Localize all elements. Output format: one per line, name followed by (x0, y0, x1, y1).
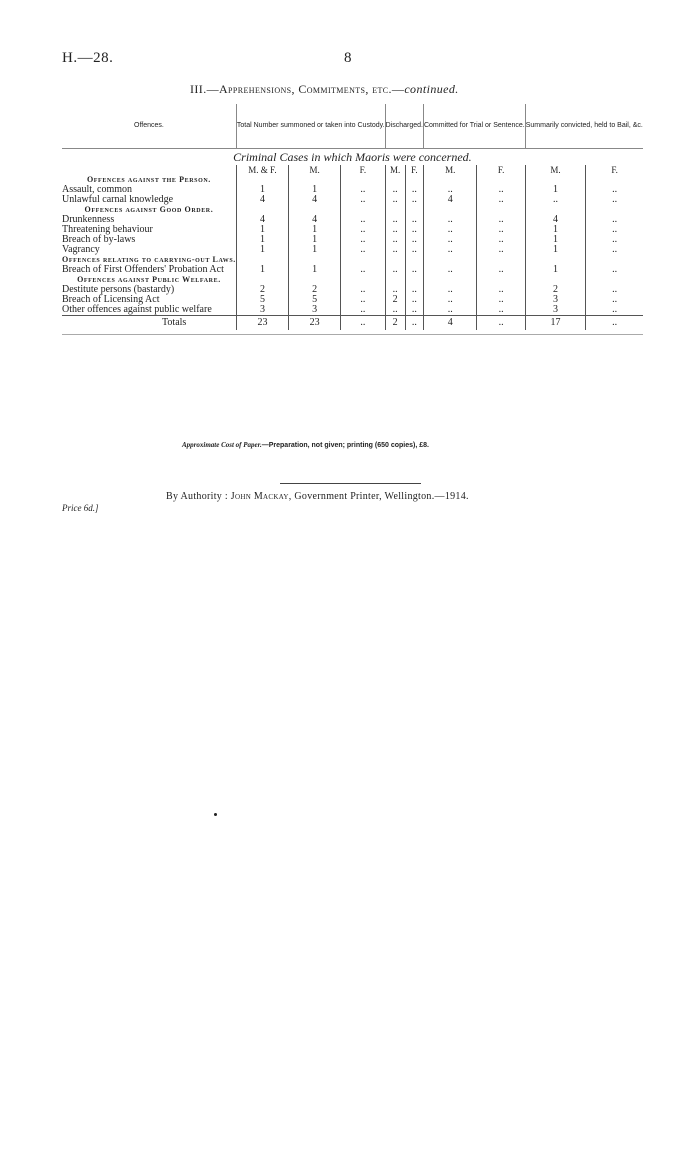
value-cell: .. (385, 225, 405, 235)
table-row (62, 245, 643, 255)
total-value-cell: 4 (423, 316, 476, 331)
value-cell: .. (405, 265, 423, 275)
value-cell: 1 (525, 265, 586, 275)
value-cell: .. (341, 265, 385, 275)
subcolumn-blank (62, 165, 236, 175)
subcolumn-label: M. (423, 165, 476, 175)
value-cell: 3 (525, 295, 586, 305)
value-cell: .. (477, 265, 525, 275)
value-cell: 3 (525, 305, 586, 316)
value-cell: .. (341, 185, 385, 195)
value-cell: 1 (236, 225, 288, 235)
footer-divider (280, 483, 421, 484)
value-cell: .. (405, 285, 423, 295)
subcolumn-label: F. (341, 165, 385, 175)
value-cell: .. (385, 305, 405, 316)
offence-name: Drunkenness (62, 214, 115, 225)
header-offences: Offences. (62, 104, 236, 149)
value-cell: .. (477, 225, 525, 235)
value-cell: .. (385, 245, 405, 255)
value-cell: .. (477, 285, 525, 295)
value-cell: 1 (525, 185, 586, 195)
value-cell: .. (385, 185, 405, 195)
value-cell: .. (477, 215, 525, 225)
value-cell: .. (477, 195, 525, 205)
offence-name: Breach of by-laws (62, 234, 136, 245)
subcolumn-label: M. (289, 165, 341, 175)
total-value-cell: .. (477, 316, 525, 331)
value-cell: .. (477, 235, 525, 245)
table-header-row (62, 104, 643, 149)
table-body (62, 149, 643, 335)
value-cell: 4 (236, 215, 288, 225)
authority-line (166, 491, 469, 502)
subcolumn-header-row (62, 165, 643, 175)
value-cell: .. (405, 295, 423, 305)
value-cell: 1 (289, 265, 341, 275)
table-subheading: Criminal Cases in which Maoris were concerned. (233, 150, 472, 164)
header-committed: Committed for Trial or Sentence. (423, 104, 525, 149)
value-cell: .. (385, 195, 405, 205)
value-cell: .. (477, 245, 525, 255)
offence-name: Other offences against public welfare (62, 304, 212, 315)
authority-prefix: By Authority : (166, 491, 228, 502)
value-cell: .. (405, 195, 423, 205)
section-heading: Offences against the Person. (86, 175, 211, 184)
value-cell: .. (586, 225, 643, 235)
value-cell: 1 (525, 245, 586, 255)
value-cell: .. (586, 185, 643, 195)
table-row (62, 195, 643, 205)
value-cell: 4 (236, 195, 288, 205)
value-cell: .. (341, 215, 385, 225)
value-cell: .. (405, 305, 423, 316)
offence-name: Unlawful carnal knowledge (62, 194, 174, 205)
totals-row (62, 316, 643, 331)
value-cell: 2 (289, 285, 341, 295)
value-cell: .. (423, 215, 476, 225)
value-cell: 1 (289, 235, 341, 245)
value-cell: .. (586, 305, 643, 316)
value-cell: .. (385, 215, 405, 225)
section-heading: Offences against Public Welfare. (77, 275, 221, 284)
value-cell: .. (385, 265, 405, 275)
value-cell: .. (525, 195, 586, 205)
offence-name: Destitute persons (bastardy) (62, 284, 175, 295)
total-value-cell: .. (341, 316, 385, 331)
row-label (62, 305, 236, 316)
table-row (62, 265, 643, 275)
value-cell: .. (405, 225, 423, 235)
total-value-cell: 2 (385, 316, 405, 331)
subcolumn-label: M. (385, 165, 405, 175)
header-summarily: Summarily convicted, held to Bail, &c. (525, 104, 643, 149)
subcolumn-label: M. (525, 165, 586, 175)
total-value-cell: 17 (525, 316, 586, 331)
value-cell: 1 (289, 245, 341, 255)
cost-note (182, 441, 429, 449)
cost-text: —Preparation, not given; printing (650 copies), £8. (261, 442, 429, 449)
value-cell: .. (341, 225, 385, 235)
table-end-cell (62, 330, 643, 335)
value-cell: .. (423, 265, 476, 275)
value-cell: .. (586, 215, 643, 225)
total-value-cell: .. (586, 316, 643, 331)
value-cell: .. (405, 245, 423, 255)
row-label (62, 265, 236, 275)
value-cell: .. (477, 295, 525, 305)
offence-name: Breach of First Offenders' Probation Act (62, 264, 224, 275)
value-cell: 3 (289, 305, 341, 316)
title-suffix: continued. (404, 82, 459, 96)
value-cell: .. (341, 235, 385, 245)
value-cell: 1 (525, 225, 586, 235)
printer-name: John Mackay, (230, 491, 292, 502)
offence-name: Vagrancy (62, 244, 100, 255)
value-cell: 4 (423, 195, 476, 205)
title-main: III.—Apprehensions, Commitments, etc.— (190, 82, 405, 96)
value-cell: .. (341, 305, 385, 316)
value-cell: .. (423, 285, 476, 295)
value-cell: 1 (289, 225, 341, 235)
value-cell: 4 (289, 195, 341, 205)
value-cell: 1 (236, 245, 288, 255)
value-cell: .. (405, 185, 423, 195)
value-cell: .. (477, 185, 525, 195)
value-cell: 3 (236, 305, 288, 316)
total-value-cell: .. (405, 316, 423, 331)
value-cell: .. (423, 295, 476, 305)
header-total: Total Number summoned or taken into Custody. (236, 104, 385, 149)
table-subheading-row (62, 149, 643, 166)
value-cell: .. (586, 265, 643, 275)
value-cell: 2 (525, 285, 586, 295)
statistics-table (62, 104, 643, 335)
value-cell: 2 (385, 295, 405, 305)
value-cell: .. (341, 195, 385, 205)
print-speck (214, 813, 217, 816)
offence-name: Breach of Licensing Act (62, 294, 160, 305)
value-cell: .. (586, 235, 643, 245)
value-cell: .. (423, 235, 476, 245)
value-cell: .. (341, 285, 385, 295)
offence-name: Assault, common (62, 184, 132, 195)
value-cell: 2 (236, 285, 288, 295)
price-note: Price 6d.] (62, 503, 99, 513)
table-end-rule (62, 330, 643, 335)
value-cell: .. (586, 245, 643, 255)
authority-suffix: Government Printer, Wellington.—1914. (294, 491, 469, 502)
value-cell: .. (423, 245, 476, 255)
table-row (62, 305, 643, 316)
value-cell: .. (423, 305, 476, 316)
row-label (62, 195, 236, 205)
value-cell: .. (423, 225, 476, 235)
total-value-cell: 23 (236, 316, 288, 331)
value-cell: 5 (289, 295, 341, 305)
cost-label: Approximate Cost of Paper. (182, 441, 262, 449)
value-cell: 1 (525, 235, 586, 245)
value-cell: .. (586, 195, 643, 205)
value-cell: 4 (525, 215, 586, 225)
value-cell: .. (586, 295, 643, 305)
value-cell: .. (586, 285, 643, 295)
offence-name: Threatening behaviour (62, 224, 153, 235)
row-label (62, 245, 236, 255)
value-cell: 5 (236, 295, 288, 305)
subcolumn-label: M. & F. (236, 165, 288, 175)
header-discharged: Discharged. (385, 104, 423, 149)
value-cell: .. (385, 235, 405, 245)
value-cell: 1 (236, 185, 288, 195)
total-value-cell: 23 (289, 316, 341, 331)
value-cell: .. (341, 245, 385, 255)
value-cell: .. (423, 185, 476, 195)
value-cell: .. (385, 285, 405, 295)
value-cell: .. (405, 215, 423, 225)
value-cell: 1 (236, 235, 288, 245)
value-cell: 4 (289, 215, 341, 225)
value-cell: .. (477, 305, 525, 316)
value-cell: 1 (236, 265, 288, 275)
subcolumn-label: F. (477, 165, 525, 175)
value-cell: 1 (289, 185, 341, 195)
value-cell: .. (405, 235, 423, 245)
section-heading: Offences against Good Order. (84, 205, 214, 214)
document-reference: H.—28. (62, 50, 114, 66)
section-heading: Offences relating to carrying-out Laws. (62, 255, 236, 264)
page-title (190, 82, 459, 97)
page-number: 8 (344, 50, 352, 66)
subcolumn-label: F. (405, 165, 423, 175)
totals-label: Totals (62, 316, 236, 331)
value-cell: .. (341, 295, 385, 305)
subcolumn-label: F. (586, 165, 643, 175)
